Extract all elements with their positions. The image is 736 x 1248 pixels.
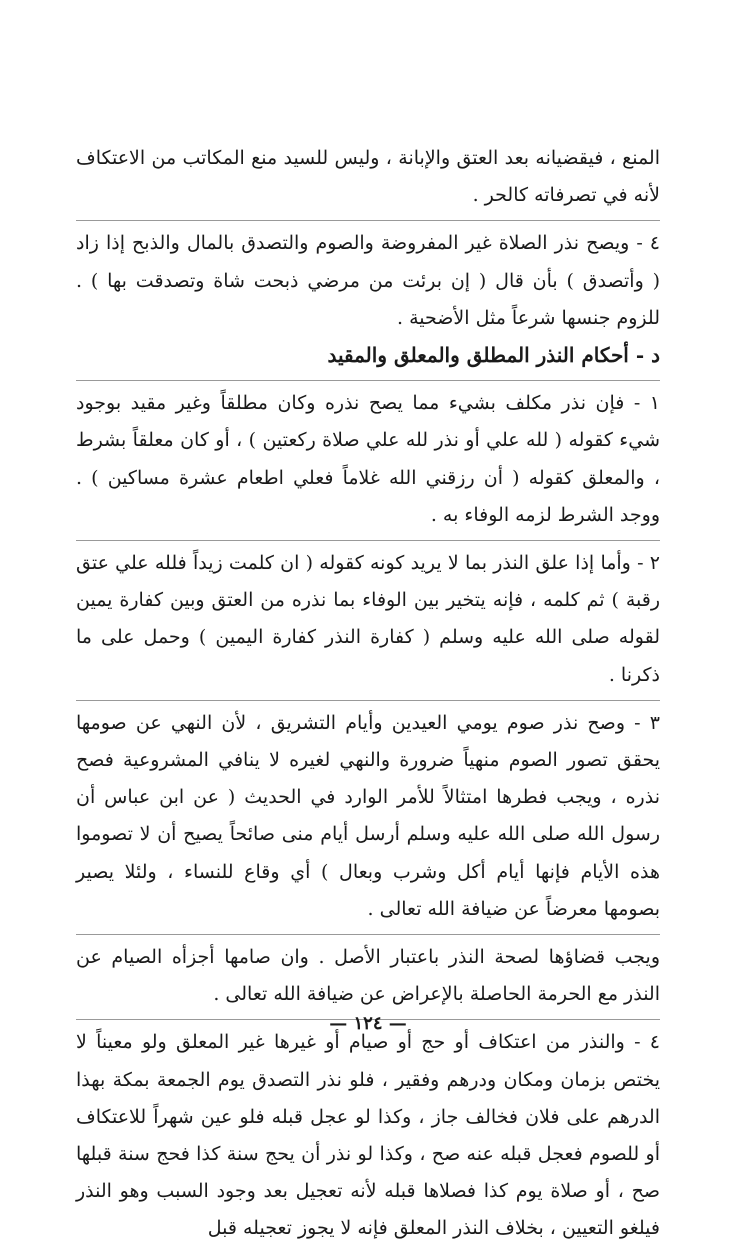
paragraph-divider xyxy=(76,220,660,221)
page-body xyxy=(76,140,660,1248)
paragraph-divider xyxy=(76,934,660,935)
paragraph: المنع ، فيقضيانه بعد العتق والإبانة ، وليس للسيد منع المكاتب من الاعتكاف لأنه في تصرفاته كالحر . xyxy=(76,147,660,207)
paragraph: ٢ - وأما إذا علق النذر بما لا يريد كونه كقوله ( ان كلمت زيداً فلله علي عتق رقبة ) ثم كلمه ، فإنه يتخير بين الوفاء بما نذره من العتق وبين كفارة يمين لقوله صلى الله عليه وسلم ( كفارة النذر كفارة اليمين ) وحمل على ما ذكرنا . xyxy=(76,552,660,686)
paragraph: ١ - فإن نذر مكلف بشيء مما يصح نذره وكان مطلقاً وغير مقيد بوجود شيء كقوله ( لله علي أو نذر لله علي صلاة ركعتين ) ، أو كان معلقاً بشرط ، والمعلق كقوله ( أن رزقني الله غلاماً فعلي اطعام عشرة مساكين ) . ووجد الشرط لزمه الوفاء به . xyxy=(76,392,660,526)
page-number: — ١٢٤ — xyxy=(329,1013,407,1034)
paragraph: ٤ - ويصح نذر الصلاة غير المفروضة والصوم والتصدق بالمال والذبح إذا زاد ( وأتصدق ) بأن قال ( إن برئت من مرضي ذبحت شاة وتصدقت بها ) . للزوم جنسها شرعاً مثل الأضحية . xyxy=(76,232,660,329)
paragraph: ويجب قضاؤها لصحة النذر باعتبار الأصل . وان صامها أجزأه الصيام عن النذر مع الحرمة الحاصلة بالإعراض عن ضيافة الله تعالى . xyxy=(76,946,660,1006)
paragraph: ٤ - والنذر من اعتكاف أو حج أو صيام أو غيرها غير المعلق ولو معيناً لا يختص بزمان ومكان ودرهم وفقير ، فلو نذر التصدق يوم الجمعة بمكة بهذا الدرهم على فلان فخالف جاز ، وكذا لو عجل قبله فلو عين شهراً للاعتكاف أو للصوم فعجل قبله عنه صح ، وكذا لو نذر أن يحج سنة كذا فحج سنة قبلها صح ، أو صلاة يوم كذا فصلاها قبله لأنه تعجيل بعد وجود السبب وهو النذر فيلغو التعيين ، بخلاف النذر المعلق فإنه لا يجوز تعجيله قبل xyxy=(76,1031,660,1240)
paragraph-divider xyxy=(76,700,660,701)
paragraph-divider xyxy=(76,540,660,541)
paragraph-divider xyxy=(76,380,660,381)
paragraph: ٣ - وصح نذر صوم يومي العيدين وأيام التشريق ، لأن النهي عن صومها يحقق تصور الصوم منهياً ضرورة والنهي لغيره لا ينافي المشروعية فصح نذره ، ويجب فطرها امتثالاً للأمر الوارد في الحديث ( عن ابن عباس أن رسول الله صلى الله عليه وسلم أرسل أيام منى صائحاً يصيح أن لا تصوموا هذه الأيام فإنها أيام أكل وشرب وبعال ) أي وقاع للنساء ، ولئلا يصير بصومها معرضاً عن ضيافة الله تعالى . xyxy=(76,711,660,920)
section-heading: د - أحكام النذر المطلق والمعلق والمقيد xyxy=(327,343,660,368)
